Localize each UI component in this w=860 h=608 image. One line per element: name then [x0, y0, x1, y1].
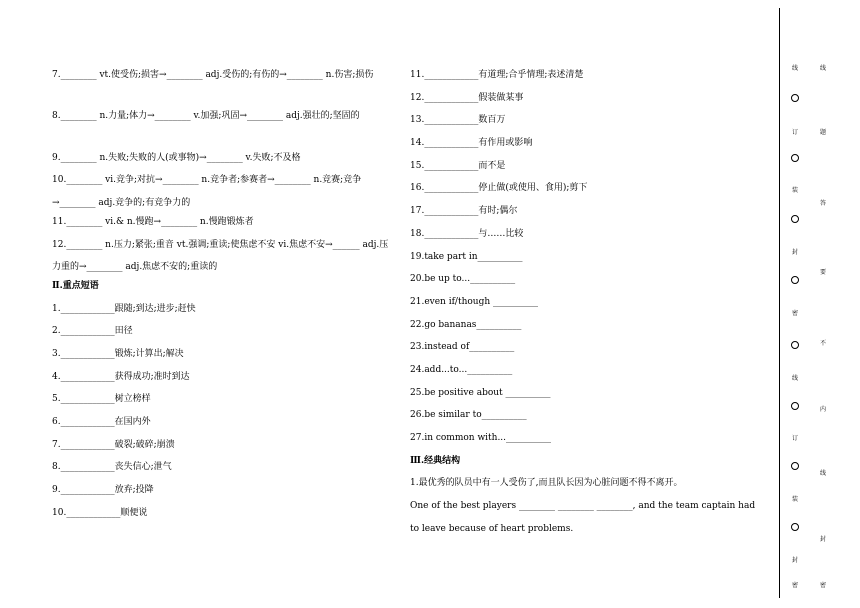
phrase-item-2: 2.____________田径 — [52, 326, 133, 337]
notice-label: 内 — [820, 406, 827, 413]
binding-label: 线 — [792, 65, 799, 72]
vocab-item-8: 8.________ n.力量;体力→________ v.加强;巩固→________ adj.强壮的;坚固的 — [52, 111, 360, 122]
notice-label: 答 — [820, 200, 827, 207]
binding-hole — [791, 276, 799, 284]
phrase-item-7: 7.____________破裂;破碎;崩溃 — [52, 439, 175, 450]
binding-hole — [791, 402, 799, 410]
phrase-item-19: 19.take part in__________ — [410, 251, 523, 262]
section-heading-phrases: Ⅱ.重点短语 — [52, 280, 99, 291]
structure-item-1-chinese: 1.最优秀的队员中有一人受伤了,而且队长因为心脏问题不得不离开。 — [410, 478, 683, 489]
notice-label: 题 — [820, 129, 827, 136]
phrase-item-27: 27.in common with...__________ — [410, 433, 552, 443]
phrase-item-11: 11.____________有道理;合乎情理;表述清楚 — [410, 70, 584, 80]
notice-label: 要 — [820, 269, 827, 276]
binding-label: 密 — [792, 310, 799, 317]
section-heading-structures: Ⅲ.经典结构 — [410, 455, 461, 466]
binding-hole — [791, 94, 799, 102]
binding-label: 订 — [792, 129, 799, 136]
binding-label: 密 — [792, 582, 799, 589]
binding-label: 封 — [792, 249, 799, 256]
binding-label: 订 — [792, 435, 799, 442]
phrase-item-17: 17.____________有时;偶尔 — [410, 206, 518, 217]
phrase-item-4: 4.____________获得成功;准时到达 — [52, 371, 190, 382]
phrase-item-10: 10.____________顺便说 — [52, 507, 148, 518]
vocab-item-12: 12.________ n.压力;紧张;重音 vt.强调;重读;使焦虑不安 vi.焦虑不安→______ adj.压力重的→________ adj.焦虑不安的;重读的 — [52, 239, 389, 273]
binding-hole — [791, 215, 799, 223]
vocab-item-10: 10.________ vi.竞争;对抗→________ n.竞争者;参赛者→________ n.竞赛;竞争→________ adj.竞争的;有竞争力的 — [52, 175, 362, 209]
binding-hole — [791, 154, 799, 162]
structure-item-1-english: One of the best players ________ ________ ________, and the team captain had — [410, 501, 756, 512]
binding-hole — [791, 341, 799, 349]
phrase-item-21: 21.even if/though __________ — [410, 296, 538, 307]
phrase-item-13: 13.____________数百万 — [410, 115, 506, 126]
notice-label: 线 — [820, 65, 827, 72]
binding-hole — [791, 523, 799, 531]
vocab-item-7: 7.________ vt.使受伤;损害→________ adj.受伤的;有伤的→________ n.伤害;损伤 — [52, 70, 374, 80]
phrase-item-20: 20.be up to...__________ — [410, 274, 516, 285]
phrase-item-3: 3.____________锻炼;计算出;解决 — [52, 349, 184, 359]
binding-label: 装 — [792, 187, 799, 194]
phrase-item-16: 16.____________停止做(或使用、食用);剪下 — [410, 183, 588, 194]
notice-label: 密 — [820, 582, 827, 589]
binding-line — [779, 8, 780, 598]
phrase-item-5: 5.____________树立榜样 — [52, 394, 151, 405]
phrase-item-18: 18.____________与……比较 — [410, 228, 524, 239]
vocab-item-9: 9.________ n.失败;失败的人(或事物)→________ v.失败;不及格 — [52, 152, 301, 163]
phrase-item-26: 26.be similar to__________ — [410, 410, 527, 421]
phrase-item-6: 6.____________在国内外 — [52, 417, 151, 428]
phrase-item-9: 9.____________放弃;投降 — [52, 485, 154, 496]
notice-label: 线 — [820, 470, 827, 477]
phrase-item-24: 24.add...to...__________ — [410, 364, 513, 375]
binding-label: 装 — [792, 496, 799, 503]
phrase-item-23: 23.instead of__________ — [410, 342, 515, 353]
phrase-item-25: 25.be positive about __________ — [410, 387, 551, 398]
phrase-item-12: 12.____________假装做某事 — [410, 92, 524, 103]
binding-label: 线 — [792, 375, 799, 382]
notice-label: 不 — [820, 340, 827, 347]
notice-label: 封 — [820, 536, 827, 543]
phrase-item-8: 8.____________丧失信心;泄气 — [52, 462, 172, 473]
binding-label: 封 — [792, 557, 799, 564]
phrase-item-14: 14.____________有作用或影响 — [410, 138, 533, 149]
phrase-item-1: 1.____________跟随;到达;进步;赶快 — [52, 303, 196, 314]
phrase-item-15: 15.____________而不是 — [410, 160, 506, 171]
phrase-item-22: 22.go bananas__________ — [410, 319, 522, 330]
structure-item-1-english-cont: to leave because of heart problems. — [410, 523, 574, 534]
right-column — [410, 68, 760, 544]
binding-hole — [791, 462, 799, 470]
vocab-item-11: 11.________ vi.& n.慢跑→________ n.慢跑锻炼者 — [52, 216, 254, 227]
left-column — [52, 68, 390, 529]
